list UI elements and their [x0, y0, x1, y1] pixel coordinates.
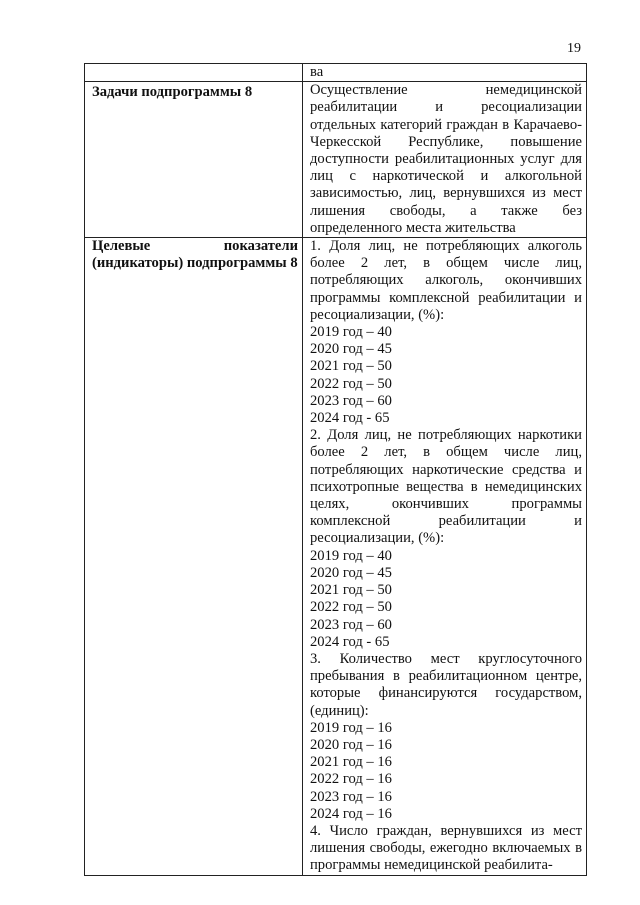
indicator-block-4: [310, 823, 582, 875]
tasks-label-cell: [85, 82, 303, 238]
indicator-year-value: 2024 год – 16: [310, 805, 392, 822]
indicator-year-value: 2019 год – 40: [310, 324, 392, 341]
indicator-year-value: 2024 год - 65: [310, 410, 390, 427]
continuation-text: ва: [310, 64, 324, 80]
table-row-tasks: [85, 82, 587, 238]
indicator-year-value: 2019 год – 16: [310, 719, 392, 736]
indicator-text: 4. Число граждан, вернувшихся из мест лишения свободы, ежегодно включаемых в программы немедицинской реабилита-: [310, 822, 582, 874]
tasks-text: Осуществление немедицинской реабилитации и ресоциализации отдельных категорий граждан в Карачаево-Черкесской Республике, повышение доступности реабилитационных услуг для лиц с наркотической и алкогольной зависимостью, лиц, вернувшихся из мест лишения свободы, а также без определенного места жительства: [310, 82, 582, 236]
indicator-year-value: 2023 год – 60: [310, 392, 392, 409]
continuation-label-cell: [85, 64, 303, 82]
indicator-year-value: 2020 год – 45: [310, 564, 392, 581]
table-row-indicators: [85, 238, 587, 876]
indicator-text: 3. Количество мест круглосуточного пребывания в реабилитационном центре, которые финансируются государством, (единиц):: [310, 650, 582, 719]
tasks-label: Задачи подпрограммы 8: [92, 84, 253, 101]
indicator-year-value: 2021 год – 50: [310, 582, 392, 599]
tasks-value-cell: [303, 82, 587, 238]
indicator-year-value: 2022 год – 50: [310, 375, 392, 392]
indicator-block-1: [310, 238, 582, 427]
table-row-continuation: [85, 64, 587, 82]
indicator-text: 1. Доля лиц, не потребляющих алкоголь более 2 лет, в общем числе лиц, потребляющих алкоголь, окончивших программы комплексной реабилитации и ресоциализации, (%):: [310, 238, 582, 323]
indicator-year-value: 2021 год – 50: [310, 358, 392, 375]
indicator-year-value: 2020 год – 45: [310, 341, 392, 358]
indicator-year-value: 2023 год – 16: [310, 788, 392, 805]
indicator-block-2: [310, 427, 582, 651]
indicator-year-value: 2022 год – 50: [310, 599, 392, 616]
continuation-value-cell: [303, 64, 587, 82]
indicator-year-value: 2022 год – 16: [310, 771, 392, 788]
indicator-year-value: 2020 год – 16: [310, 736, 392, 753]
page-number: 19: [567, 41, 581, 56]
indicator-year-value: 2024 год - 65: [310, 633, 390, 650]
indicator-year-value: 2023 год – 60: [310, 616, 392, 633]
indicator-year-value: 2019 год – 40: [310, 547, 392, 564]
indicators-label: Целевые показатели (индикаторы) подпрограммы 8: [92, 238, 298, 272]
indicator-year-value: 2021 год – 16: [310, 754, 392, 771]
indicator-text: 2. Доля лиц, не потребляющих наркотики более 2 лет, в общем числе лиц, потребляющих наркотические средства и психотропные вещества в немедицинских целях, окончивших программы комплексной реабилитации и ресоциализации, (%):: [310, 427, 582, 547]
passport-table: [84, 63, 587, 876]
indicator-block-3: [310, 651, 582, 823]
indicators-label-cell: [85, 238, 303, 876]
indicators-value-cell: [303, 238, 587, 876]
